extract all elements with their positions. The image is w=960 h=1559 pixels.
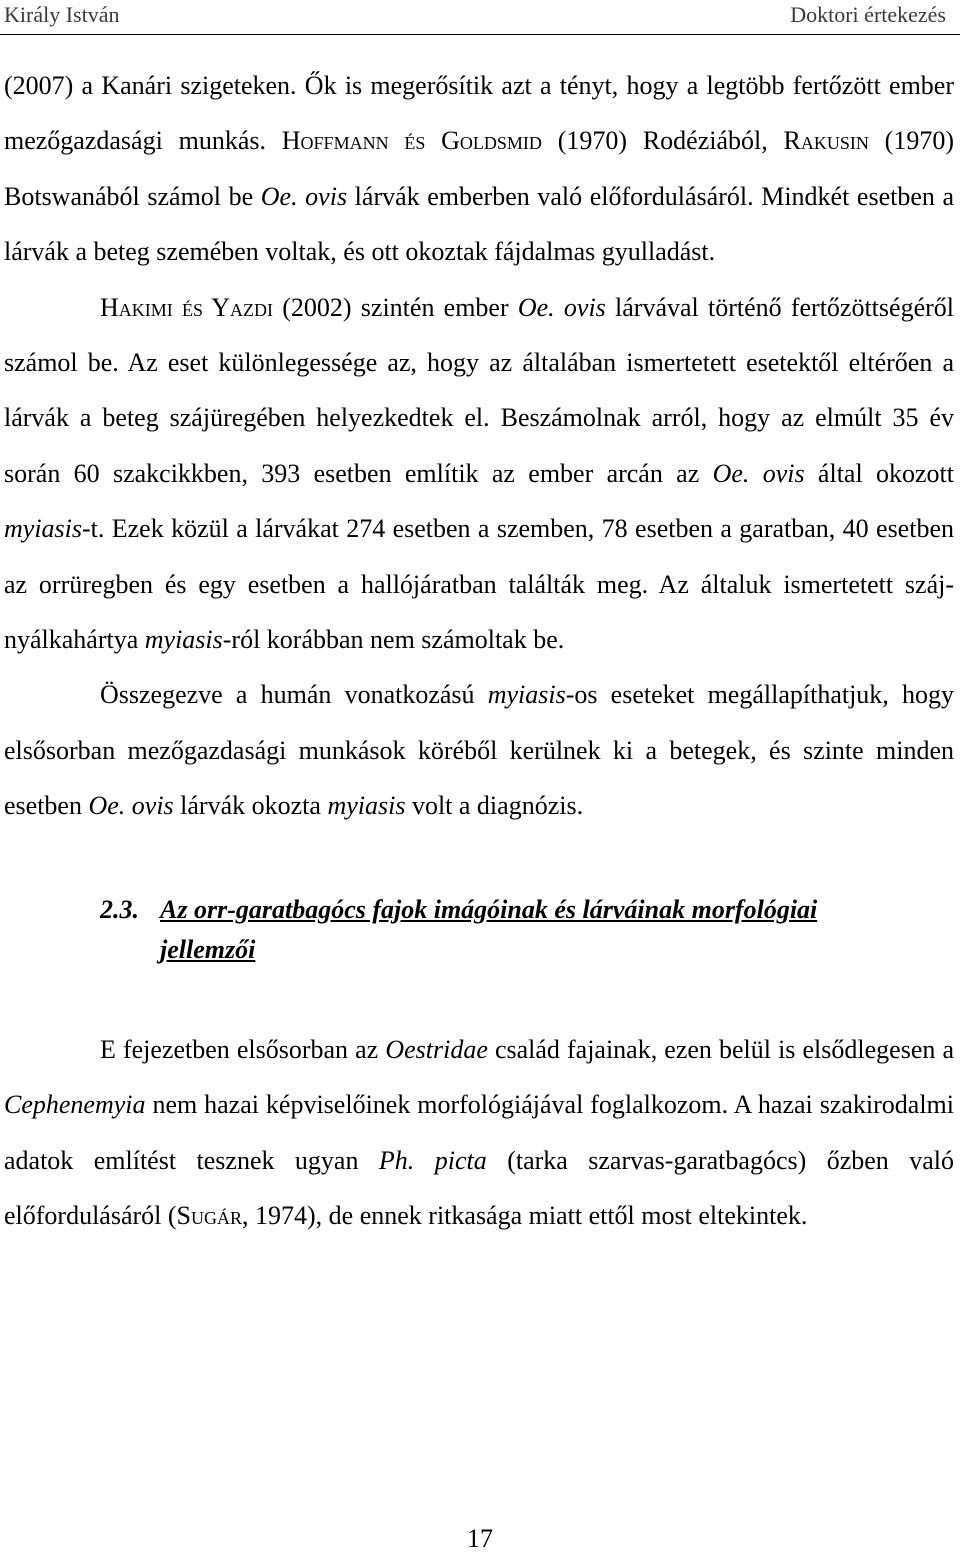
page-number: 17 xyxy=(467,1524,493,1553)
author-citation: Hoffmann és Goldsmid xyxy=(281,126,542,156)
header-doc-type: Doktori értekezés xyxy=(790,2,946,27)
text-run: (2002) szintén ember xyxy=(273,292,518,322)
paragraph-4 xyxy=(4,1022,954,1244)
taxon-name: Oestridae xyxy=(385,1034,488,1064)
term-italic: myiasis xyxy=(4,514,82,544)
text-run: (1970) Rodéziából, xyxy=(541,126,784,156)
term-italic: myiasis xyxy=(144,625,223,655)
section-title-line1: Az orr-garatbagócs fajok imágóinak és lárváinak morfológiai xyxy=(160,894,818,924)
species-name: Oe. ovis xyxy=(88,791,174,821)
text-run: E fejezetben elsősorban az xyxy=(100,1034,386,1064)
text-run: lárvák okozta xyxy=(173,791,328,821)
paragraph-3 xyxy=(4,667,954,833)
taxon-name: Cephenemyia xyxy=(4,1090,146,1120)
text-run: (1970) Botswanából számol be xyxy=(4,126,954,211)
text-run: volt a diagnózis. xyxy=(405,791,584,821)
text-run: (2007) a Kanári szigeteken. Ők is megerősítik azt a tényt, hogy a legtöbb fertőzött ember mezőgazdasági munkás. xyxy=(4,71,954,156)
species-name: Oe. ovis xyxy=(712,458,805,488)
species-name: Oe. ovis xyxy=(260,181,348,211)
text-run: , 1974), de ennek ritkasága miatt ettől most eltekintek. xyxy=(242,1200,808,1230)
species-name: Ph. picta xyxy=(378,1145,487,1175)
section-number: 2.3. xyxy=(100,894,139,924)
paragraph-2 xyxy=(4,280,954,668)
text-run: (tarka szarvas-garatbagócs) őzben való előfordulásáról ( xyxy=(4,1145,954,1230)
term-italic: myiasis xyxy=(327,791,406,821)
species-name: Oe. ovis xyxy=(517,292,606,322)
header-author: Király István xyxy=(4,2,120,27)
author-citation: Sugár xyxy=(176,1200,243,1230)
author-citation: Rakusin xyxy=(783,126,869,156)
document-body xyxy=(4,58,954,1243)
text-run: -os eseteket megállapíthatjuk, hogy elsősorban mezőgazdasági munkások köréből kerülnek ki a betegek, és szinte minden esetben xyxy=(4,680,954,821)
author-citation: Hakimi és Yazdi xyxy=(100,292,274,322)
page-header xyxy=(0,0,960,35)
section-title-line2: jellemzői xyxy=(160,934,256,964)
text-run: lárvák emberben való előfordulásáról. Mindkét esetben a lárvák a beteg szemében voltak, és ott okoztak fájdalmas gyulladást. xyxy=(4,181,955,267)
text-run: család fajainak, ezen belül is elsődlegesen a xyxy=(487,1034,954,1064)
text-run: Összegezve a humán vonatkozású xyxy=(100,680,488,710)
text-run: nem hazai képviselőinek morfológiájával foglalkozom. A hazai szakirodalmi adatok említést tesznek ugyan xyxy=(4,1090,954,1175)
section-heading xyxy=(4,890,954,970)
term-italic: myiasis xyxy=(487,680,566,710)
paragraph-1 xyxy=(4,58,954,280)
text-run: által okozott xyxy=(804,458,954,488)
text-run: -t. Ezek közül a lárvákat 274 esetben a szemben, 78 esetben a garatban, 40 esetben az orrüregben és egy esetben a hallójáratban találták meg. Az általuk ismertetett száj-nyálkahártya xyxy=(4,514,954,655)
text-run: -ról korábban nem számoltak be. xyxy=(222,625,565,655)
text-run: lárvával történő fertőzöttségéről számol be. Az eset különlegessége az, hogy az általában ismertetett esetektől eltérően a lárvák a beteg szájüregében helyezkedtek el. Beszámolnak arról, hogy az elmúlt 35 év során 60 szakcikkben, 393 esetben említik az ember arcán az xyxy=(4,292,954,488)
